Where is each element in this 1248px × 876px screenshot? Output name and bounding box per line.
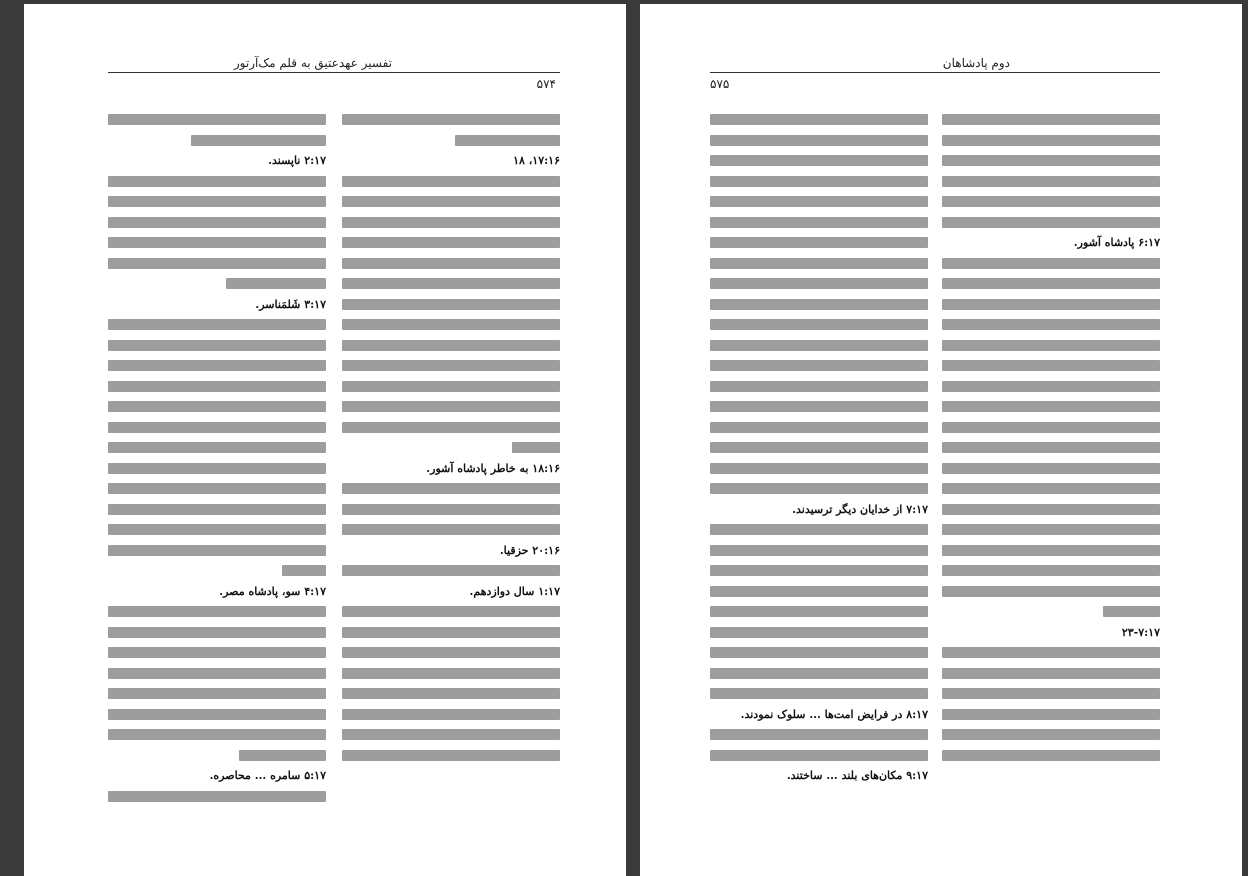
text-line — [942, 114, 1160, 125]
text-line — [942, 155, 1160, 166]
text-line — [108, 401, 326, 412]
text-line — [710, 237, 928, 248]
text-line — [942, 647, 1160, 658]
verse-heading: ۹:۱۷ مکان‌های بلند ... ساختند. — [786, 769, 928, 782]
text-line — [710, 258, 928, 269]
text-line — [942, 196, 1160, 207]
text-line — [191, 135, 326, 146]
verse-heading: ۱۸:۱۶ به خاطر پادشاه آشور. — [426, 461, 560, 475]
text-line — [710, 176, 928, 187]
text-line — [342, 299, 560, 310]
text-line — [710, 422, 928, 433]
text-line — [942, 565, 1160, 576]
text-line — [942, 340, 1160, 351]
verse-heading: ۱۷:۱۶، ۱۸ — [513, 154, 560, 167]
text-line — [108, 442, 326, 453]
text-line — [108, 524, 326, 535]
verse-heading: ۵:۱۷ سامره ... محاصره. — [209, 769, 326, 782]
text-line — [942, 504, 1160, 515]
text-line — [108, 463, 326, 474]
text-line — [342, 258, 560, 269]
text-line — [710, 545, 928, 556]
verse-heading: ۸:۱۷ در فرایض امت‌ها ... سلوک نمودند. — [740, 707, 928, 721]
text-line — [710, 668, 928, 679]
text-line — [342, 524, 560, 535]
text-line — [342, 196, 560, 207]
text-line — [342, 319, 560, 330]
text-line — [942, 668, 1160, 679]
text-line — [342, 114, 560, 125]
text-line — [710, 442, 928, 453]
text-line — [710, 278, 928, 289]
text-line — [710, 729, 928, 740]
text-column-left — [108, 114, 326, 782]
running-head: تفسیر عهدعتیق به قلم مک‌آرتور — [233, 56, 392, 70]
text-line — [942, 258, 1160, 269]
text-line — [710, 360, 928, 371]
verse-heading: ۴:۱۷ سو، پادشاه مصر. — [219, 584, 326, 598]
text-line — [710, 606, 928, 617]
running-head: دوم پادشاهان — [942, 56, 1010, 70]
text-line — [942, 299, 1160, 310]
text-line — [455, 135, 560, 146]
text-line — [942, 483, 1160, 494]
text-line — [108, 709, 326, 720]
text-line — [342, 217, 560, 228]
verse-heading: ۶:۱۷ پادشاه آشور. — [1073, 236, 1160, 249]
text-line — [710, 340, 928, 351]
text-line — [710, 463, 928, 474]
text-line — [108, 360, 326, 371]
text-line — [942, 709, 1160, 720]
text-line — [942, 135, 1160, 146]
text-line — [108, 340, 326, 351]
text-line — [942, 381, 1160, 392]
verse-heading: ۷:۱۷ از خدایان دیگر ترسیدند. — [792, 502, 928, 516]
text-line — [108, 606, 326, 617]
text-line — [710, 135, 928, 146]
verse-heading: ۲:۱۷ ناپسند. — [268, 154, 326, 167]
text-line — [710, 688, 928, 699]
text-line — [710, 586, 928, 597]
text-line — [512, 442, 560, 453]
left-page — [24, 4, 626, 876]
text-line — [1103, 606, 1160, 617]
text-line — [342, 422, 560, 433]
text-line — [342, 606, 560, 617]
text-line — [108, 668, 326, 679]
text-line — [342, 340, 560, 351]
page-number: ۵۷۵ — [710, 77, 730, 91]
text-line — [942, 750, 1160, 761]
text-line — [342, 627, 560, 638]
text-line — [342, 750, 560, 761]
text-line — [942, 360, 1160, 371]
text-line — [342, 381, 560, 392]
text-line — [342, 278, 560, 289]
text-column-left — [710, 114, 928, 782]
text-line — [108, 381, 326, 392]
text-line — [710, 524, 928, 535]
text-line — [108, 545, 326, 556]
text-line — [942, 442, 1160, 453]
text-line — [710, 299, 928, 310]
text-line — [108, 196, 326, 207]
text-line — [942, 463, 1160, 474]
text-line — [108, 729, 326, 740]
right-page — [640, 4, 1242, 876]
text-line — [942, 729, 1160, 740]
text-line — [942, 319, 1160, 330]
text-line — [710, 319, 928, 330]
header-rule — [710, 72, 1160, 73]
text-line — [282, 565, 326, 576]
text-line — [342, 709, 560, 720]
text-line — [710, 114, 928, 125]
text-line — [710, 483, 928, 494]
text-line — [710, 627, 928, 638]
text-line — [342, 647, 560, 658]
verse-heading: ۲۰:۱۶ حزقیا. — [499, 543, 560, 557]
text-line — [108, 237, 326, 248]
text-line — [710, 217, 928, 228]
text-line — [342, 504, 560, 515]
text-line — [108, 483, 326, 494]
text-line — [710, 155, 928, 166]
text-line — [226, 278, 326, 289]
text-line — [108, 258, 326, 269]
text-line — [108, 319, 326, 330]
verse-heading: ۳:۱۷ شَلمَناسر. — [255, 297, 326, 311]
text-line — [942, 688, 1160, 699]
text-line — [342, 483, 560, 494]
text-line — [342, 668, 560, 679]
header-rule — [108, 72, 560, 73]
text-line — [942, 524, 1160, 535]
text-line — [710, 381, 928, 392]
text-line — [942, 422, 1160, 433]
text-line — [342, 729, 560, 740]
text-line — [108, 217, 326, 228]
text-line — [710, 750, 928, 761]
text-line — [342, 688, 560, 699]
text-line — [710, 196, 928, 207]
text-line — [342, 237, 560, 248]
text-line — [942, 586, 1160, 597]
verse-heading: ۱:۱۷ سال دوازدهم. — [469, 584, 560, 598]
text-line — [108, 791, 326, 802]
text-line — [942, 545, 1160, 556]
text-line — [342, 401, 560, 412]
text-line — [710, 401, 928, 412]
text-line — [710, 565, 928, 576]
text-column-right — [342, 114, 560, 774]
text-line — [710, 647, 928, 658]
text-line — [239, 750, 326, 761]
text-line — [342, 360, 560, 371]
text-line — [942, 176, 1160, 187]
text-line — [342, 176, 560, 187]
text-line — [108, 114, 326, 125]
text-line — [942, 401, 1160, 412]
text-line — [108, 688, 326, 699]
text-line — [108, 504, 326, 515]
text-line — [942, 217, 1160, 228]
text-line — [108, 422, 326, 433]
text-line — [942, 278, 1160, 289]
text-column-right — [942, 114, 1160, 774]
text-line — [108, 647, 326, 658]
text-line — [108, 627, 326, 638]
text-line — [342, 565, 560, 576]
text-line — [108, 176, 326, 187]
page-number: ۵۷۴ — [536, 77, 556, 91]
verse-heading: ۲۳-۷:۱۷ — [1121, 625, 1160, 639]
